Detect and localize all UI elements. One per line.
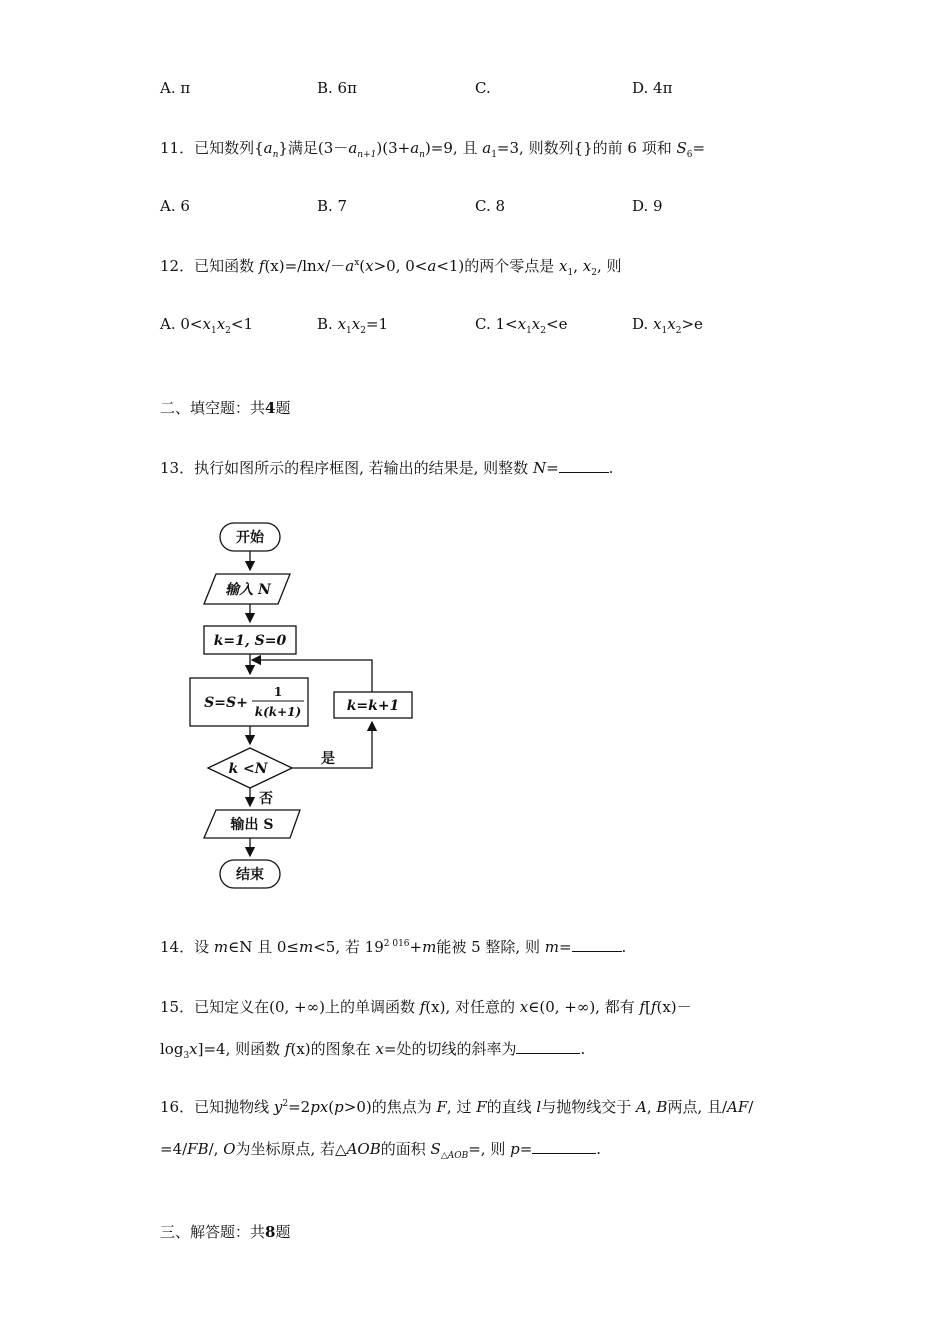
q16-stem-line1: 16．已知抛物线 $y^2=2px(p>0)$的焦点为 F, 过 F的直线 l与抛物线交于 A, B两点, 且/AF/ — [160, 1098, 754, 1116]
q16-answer-blank[interactable] — [532, 1140, 596, 1154]
q11-option-c[interactable]: C. 8 — [475, 197, 506, 215]
q11-option-d[interactable]: D. 9 — [632, 197, 663, 215]
flowchart-input-label: 输入 N — [225, 582, 271, 598]
flowchart-init-label: k=1, S=0 — [213, 633, 287, 649]
q12-option-b[interactable]: B. $x_1x_2=1$ — [317, 315, 389, 336]
q14-stem: 14．设 m∈N 且 0≤m<5, 若 $19^{2 016}+m$能被 5 整除, 则 m= . — [160, 938, 627, 956]
q11-option-a[interactable]: A. 6 — [160, 197, 190, 215]
flowchart-frac-den: k(k+1) — [254, 705, 302, 719]
q15-stem-line2: $\log_3x]=4$, 则函数 f(x)的图象在 x=处的切线的斜率为 . — [160, 1040, 586, 1061]
flowchart-yes-label: 是 — [321, 751, 335, 767]
q16-stem-line2: =4/FB/, O为坐标原点, 若△AOB的面积 $S_{\triangle AOB}=$, 则 p= . — [160, 1140, 602, 1161]
q12-stem: 12．已知函数 $f(x)=/\ln x/-a^x(x>0$, 0<a<1)的两个零点是 $x_1$, $x_2$, 则 — [160, 257, 622, 278]
q10-option-d[interactable]: D. 4π — [632, 79, 673, 97]
q11-option-b[interactable]: B. 7 — [317, 197, 348, 215]
q12-option-d[interactable]: D. $x_1x_2>e$ — [632, 315, 703, 336]
flowchart-end-label: 结束 — [236, 867, 264, 883]
flowchart-assign-lhs: S=S+ — [204, 695, 248, 711]
q14-answer-blank[interactable] — [572, 938, 622, 952]
flowchart-no-label: 否 — [259, 791, 273, 807]
flowchart-frac-num: 1 — [273, 685, 283, 699]
q10-option-a[interactable]: A. π — [160, 79, 191, 97]
q11-stem: 11．已知数列$\{a_n\}$满足$(3-a_{n+1})(3+a_n)=9$, 且 $a_1=3$, 则数列{}的前 6 项和 $S_6=$ — [160, 139, 706, 160]
q13-stem: 13．执行如图所示的程序框图, 若输出的结果是, 则整数 N= . — [160, 459, 614, 477]
q15-stem-line1: 15．已知定义在(0, +∞)上的单调函数 f(x), 对任意的 x∈(0, +∞), 都有 f[f(x)－ — [160, 998, 692, 1016]
flowchart-start-label: 开始 — [236, 530, 264, 546]
q13-answer-blank[interactable] — [559, 459, 609, 473]
section-answer-heading: 三、解答题：共8题 — [160, 1223, 291, 1241]
q10-option-c[interactable]: C. — [475, 79, 491, 97]
flowchart-decision-label: k <N — [228, 761, 268, 777]
q10-option-b[interactable]: B. 6π — [317, 79, 357, 97]
q12-option-a[interactable]: A. $0<x_1x_2<1$ — [160, 315, 254, 336]
q12-option-c[interactable]: C. $1<x_1x_2<e$ — [475, 315, 568, 336]
flowchart-output-label: 输出 S — [230, 817, 274, 833]
flowchart-increment-label: k=k+1 — [346, 698, 400, 714]
q15-answer-blank[interactable] — [516, 1040, 580, 1054]
section-fill-in-heading: 二、填空题：共4题 — [160, 399, 291, 417]
flowchart — [180, 510, 440, 900]
